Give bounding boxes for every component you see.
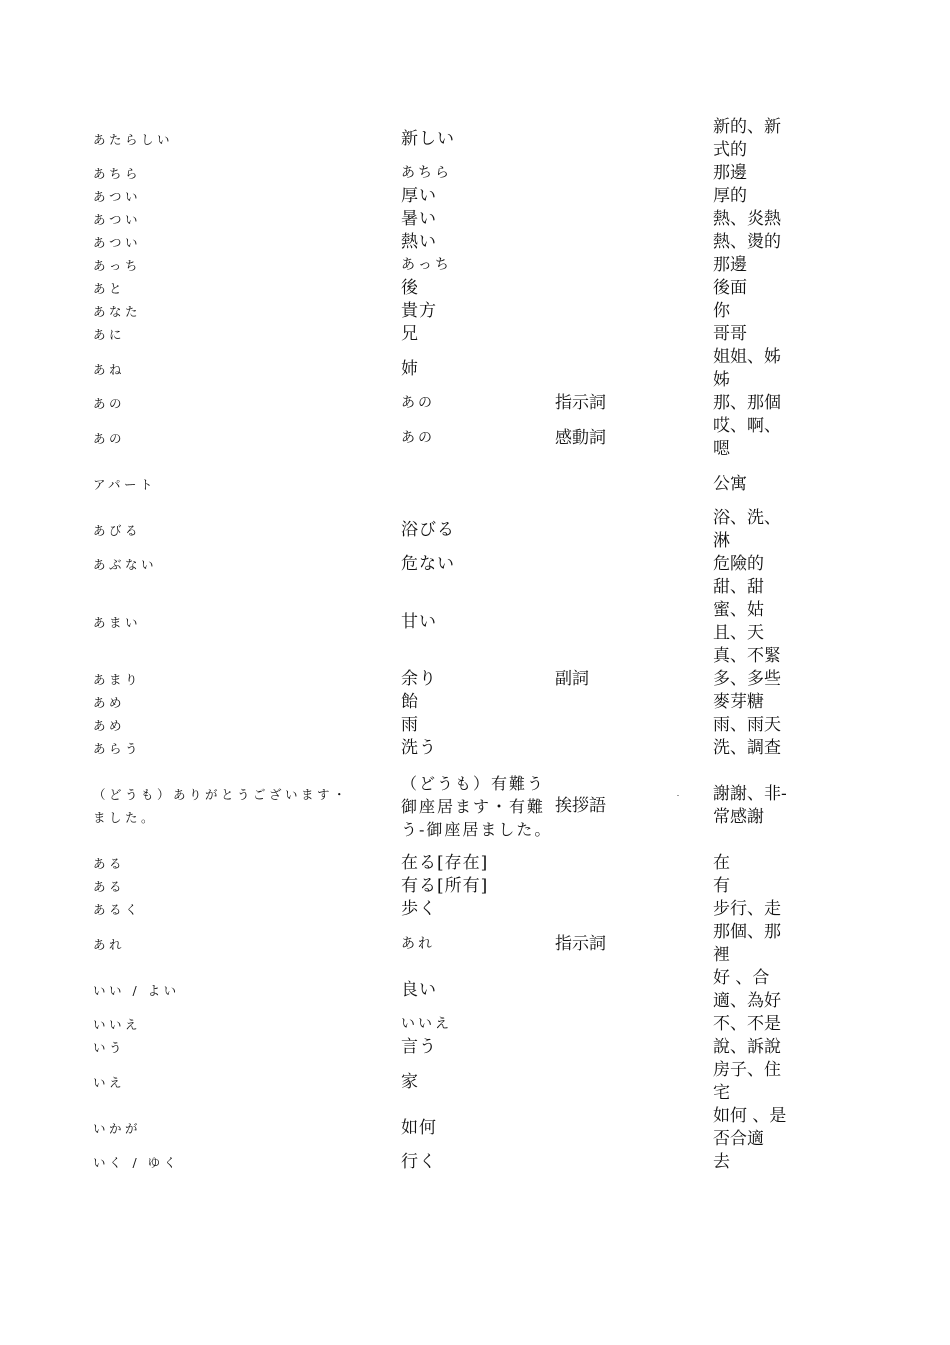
meaning-cell: 雨、雨天 bbox=[713, 715, 781, 735]
reading-cell: あと bbox=[93, 281, 126, 296]
kanji-cell: 良い bbox=[401, 979, 437, 1000]
meaning-cell: 好 、合適、為好 bbox=[713, 968, 781, 1011]
vocab-row bbox=[93, 461, 813, 507]
reading-cell: あたらしい bbox=[93, 131, 174, 147]
meaning-cell: 在 bbox=[713, 853, 730, 873]
meaning-cell: 哎、啊、嗯 bbox=[713, 416, 781, 459]
part-of-speech-label: 指示詞 bbox=[555, 393, 606, 413]
part-of-speech-label: 感動詞 bbox=[555, 427, 606, 448]
vocab-row bbox=[93, 162, 813, 185]
kanji-cell: 姉 bbox=[401, 358, 419, 379]
part-of-speech-cell bbox=[555, 933, 713, 956]
kanji-cell: 新しい bbox=[401, 128, 455, 149]
reading-cell: あつい bbox=[93, 189, 142, 204]
part-of-speech-cell bbox=[555, 392, 713, 415]
kanji-cell: 雨 bbox=[401, 715, 419, 735]
vocab-row bbox=[93, 1151, 813, 1174]
vocab-row bbox=[93, 1105, 813, 1151]
kanji-cell: 行く bbox=[401, 1152, 437, 1172]
meaning-cell: 甜、甜蜜、姑且、天真、不緊 bbox=[713, 577, 781, 666]
meaning-cell: 那個、那裡 bbox=[713, 922, 781, 965]
reading-cell: あの bbox=[93, 430, 126, 446]
reading-cell: ある bbox=[93, 856, 126, 871]
meaning-cell: 去 bbox=[713, 1152, 730, 1172]
reading-cell: あまり bbox=[93, 672, 142, 687]
vocab-row bbox=[93, 668, 813, 691]
reading-cell: あちら bbox=[93, 166, 142, 181]
kanji-cell: あの bbox=[401, 395, 435, 411]
kanji-cell: 歩く bbox=[401, 899, 437, 919]
meaning-cell: 熱、燙的 bbox=[713, 232, 781, 252]
meaning-cell: 姐姐、姊姊 bbox=[713, 347, 781, 390]
reading-cell: あなた bbox=[93, 304, 142, 319]
vocab-row bbox=[93, 1013, 813, 1036]
kanji-cell: （どうも）有難う御座居ます・有難う-御座居ました。 bbox=[401, 773, 553, 839]
reading-cell: あぶない bbox=[93, 557, 158, 572]
reading-cell: あつい bbox=[93, 235, 142, 250]
reading-cell: あるく bbox=[93, 902, 142, 917]
part-of-speech-label: 副詞 bbox=[555, 669, 589, 689]
kanji-cell: 兄 bbox=[401, 324, 419, 344]
reading-cell: いいえ bbox=[93, 1017, 142, 1032]
reading-cell: （どうも）ありがとうございます・ました。 bbox=[93, 787, 350, 825]
reading-cell: いう bbox=[93, 1040, 126, 1055]
reading-cell: あらう bbox=[93, 741, 142, 756]
meaning-cell: 那、那個 bbox=[713, 393, 781, 413]
reading-cell: アパート bbox=[93, 476, 157, 492]
meaning-cell: 如何 、是否合適 bbox=[713, 1106, 787, 1149]
meaning-cell: 熱、炎熱 bbox=[713, 209, 781, 229]
vocab-row bbox=[93, 852, 813, 875]
reading-cell: あの bbox=[93, 396, 126, 411]
meaning-cell: 哥哥 bbox=[713, 324, 747, 344]
reading-cell: あめ bbox=[93, 718, 126, 733]
reading-cell: あに bbox=[93, 327, 126, 342]
vocab-row bbox=[93, 208, 813, 231]
meaning-cell: 後面 bbox=[713, 278, 747, 298]
kanji-cell: 余り bbox=[401, 669, 437, 689]
reading-cell: あれ bbox=[93, 936, 126, 952]
meaning-cell: 有 bbox=[713, 876, 730, 896]
vocabulary-table bbox=[93, 116, 813, 1174]
vocab-row bbox=[93, 921, 813, 967]
vocab-row bbox=[93, 346, 813, 392]
vocab-row bbox=[93, 898, 813, 921]
vocab-row bbox=[93, 392, 813, 415]
part-of-speech-cell bbox=[555, 668, 713, 691]
kanji-cell: 熱い bbox=[401, 232, 437, 252]
meaning-cell: 那邊 bbox=[713, 255, 747, 275]
kanji-cell: 暑い bbox=[401, 209, 437, 229]
vocab-row bbox=[93, 116, 813, 162]
meaning-cell: 步行、走 bbox=[713, 899, 781, 919]
part-of-speech-label: 挨拶語 bbox=[555, 795, 606, 816]
meaning-cell: 危險的 bbox=[713, 554, 764, 574]
reading-cell: あね bbox=[93, 361, 126, 377]
meaning-cell: 洗、調查 bbox=[713, 738, 781, 758]
meaning-cell: 新的、新式的 bbox=[713, 117, 781, 160]
kanji-cell: 厚い bbox=[401, 186, 437, 206]
kanji-cell: 言う bbox=[401, 1037, 437, 1057]
vocab-row bbox=[93, 254, 813, 277]
kanji-cell: 洗う bbox=[401, 738, 437, 758]
vocab-row bbox=[93, 323, 813, 346]
kanji-cell: 在る[存在] bbox=[401, 853, 489, 873]
kanji-cell: 家 bbox=[401, 1071, 419, 1092]
meaning-cell: 那邊 bbox=[713, 163, 747, 183]
vocab-row bbox=[93, 1059, 813, 1105]
kanji-cell: あっち bbox=[401, 257, 452, 273]
reading-cell: いく / ゆく bbox=[93, 1155, 180, 1170]
vocab-row bbox=[93, 737, 813, 760]
reading-cell: あっち bbox=[93, 258, 141, 273]
vocab-row bbox=[93, 277, 813, 300]
part-of-speech-cell bbox=[555, 427, 713, 450]
vocab-row bbox=[93, 714, 813, 737]
bullet-mark: ・ bbox=[671, 794, 685, 804]
reading-cell: ある bbox=[93, 879, 126, 894]
vocab-row bbox=[93, 300, 813, 323]
kanji-cell: 有る[所有] bbox=[401, 876, 489, 896]
kanji-cell: 浴びる bbox=[401, 519, 455, 540]
part-of-speech-cell bbox=[555, 795, 713, 818]
meaning-cell: 謝謝、非-常感謝 bbox=[713, 784, 787, 827]
vocab-row bbox=[93, 576, 813, 668]
reading-cell: あびる bbox=[93, 522, 142, 538]
vocab-row bbox=[93, 691, 813, 714]
meaning-cell: 多、多些 bbox=[713, 669, 781, 689]
meaning-cell: 公寓 bbox=[713, 473, 747, 494]
reading-cell: いえ bbox=[93, 1074, 126, 1090]
meaning-cell: 不、不是 bbox=[713, 1014, 781, 1034]
meaning-cell: 麥芽糖 bbox=[713, 692, 764, 712]
vocab-row bbox=[93, 875, 813, 898]
vocab-row bbox=[93, 185, 813, 208]
reading-cell: いかが bbox=[93, 1120, 142, 1136]
kanji-cell: 飴 bbox=[401, 692, 419, 712]
kanji-cell: いいえ bbox=[401, 1016, 452, 1032]
kanji-cell: 如何 bbox=[401, 1117, 437, 1138]
meaning-cell: 你 bbox=[713, 301, 730, 321]
vocab-row bbox=[93, 507, 813, 553]
reading-cell: あつい bbox=[93, 212, 142, 227]
vocab-row bbox=[93, 1036, 813, 1059]
vocab-row bbox=[93, 760, 813, 852]
kanji-cell: あちら bbox=[401, 165, 452, 181]
meaning-cell: 浴、洗、淋 bbox=[713, 508, 781, 551]
kanji-cell: 危ない bbox=[401, 554, 455, 574]
kanji-cell: 貴方 bbox=[401, 301, 437, 321]
reading-cell: あめ bbox=[93, 695, 126, 710]
reading-cell: いい / よい bbox=[93, 982, 180, 998]
vocab-row bbox=[93, 967, 813, 1013]
kanji-cell: 甘い bbox=[401, 611, 437, 632]
kanji-cell: 後 bbox=[401, 278, 419, 298]
vocab-row bbox=[93, 415, 813, 461]
meaning-cell: 房子、住宅 bbox=[713, 1060, 781, 1103]
vocab-row bbox=[93, 553, 813, 576]
vocab-row bbox=[93, 231, 813, 254]
kanji-cell: あれ bbox=[401, 935, 435, 952]
kanji-cell: あの bbox=[401, 429, 435, 446]
meaning-cell: 厚的 bbox=[713, 186, 747, 206]
meaning-cell: 說、訴說 bbox=[713, 1037, 781, 1057]
part-of-speech-label: 指示詞 bbox=[555, 933, 606, 954]
reading-cell: あまい bbox=[93, 614, 142, 630]
